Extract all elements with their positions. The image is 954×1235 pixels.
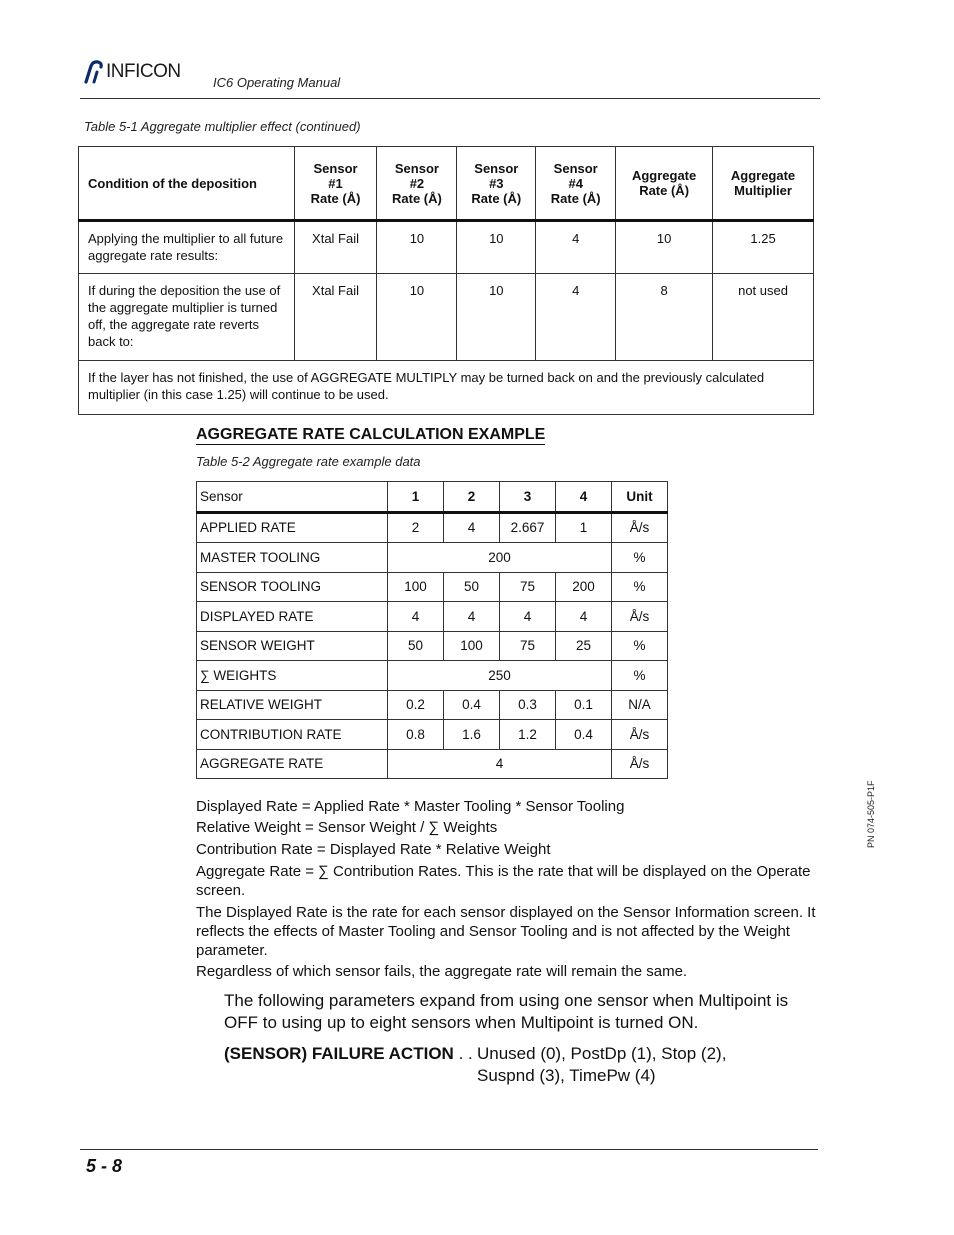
header-col-1: 1 <box>388 482 444 513</box>
cell-sensor-2: 10 <box>377 274 457 361</box>
table-row <box>197 749 668 779</box>
manual-title: IC6 Operating Manual <box>213 75 341 90</box>
header-sensor: Sensor <box>197 482 388 513</box>
header-sensor-3: Sensor #3 Rate (Å) <box>457 147 536 221</box>
table-row <box>197 572 668 602</box>
formula-aggregate-rate: Aggregate Rate = ∑ Contribution Rates. This is the rate that will be displayed on the Operate screen. <box>196 863 811 899</box>
row-label: AGGREGATE RATE <box>197 749 388 779</box>
formula-contribution-rate: Contribution Rate = Displayed Rate * Relative Weight <box>196 841 551 858</box>
table2-caption: Table 5-2 Aggregate rate example data <box>196 454 421 469</box>
cell-sensor-4: 4 <box>536 221 616 274</box>
cell-value: 4 <box>444 512 500 543</box>
cell-merged-value: 200 <box>388 543 612 573</box>
cell-value: 1.2 <box>500 720 556 750</box>
header-col-3: 3 <box>500 482 556 513</box>
cell-value: 0.4 <box>556 720 612 750</box>
table1-caption: Table 5-1 Aggregate multiplier effect (continued) <box>84 119 361 134</box>
cell-aggregate-multiplier: not used <box>713 274 814 361</box>
row-label: RELATIVE WEIGHT <box>197 690 388 720</box>
header-condition: Condition of the deposition <box>79 147 295 221</box>
cell-value: 2.667 <box>500 512 556 543</box>
cell-value: 0.4 <box>444 690 500 720</box>
parameter-intro: The following parameters expand from using one sensor when Multipoint is OFF to using up to eight sensors when Multipoint is turned ON. <box>224 991 789 1032</box>
cell-value: 1 <box>556 512 612 543</box>
parameter-name: (SENSOR) FAILURE ACTION <box>224 1044 454 1063</box>
cell-value: 1.6 <box>444 720 500 750</box>
cell-condition: Applying the multiplier to all future aggregate rate results: <box>79 221 295 274</box>
cell-value: 0.1 <box>556 690 612 720</box>
page-number: 5 - 8 <box>86 1156 123 1176</box>
table-row <box>197 602 668 632</box>
aggregate-multiplier-table <box>78 146 814 415</box>
cell-value: 4 <box>444 602 500 632</box>
cell-sensor-1: Xtal Fail <box>294 274 377 361</box>
table-row <box>79 221 814 274</box>
cell-sensor-3: 10 <box>457 221 536 274</box>
cell-value: 25 <box>556 631 612 661</box>
formula-displayed-rate: Displayed Rate = Applied Rate * Master Tooling * Sensor Tooling <box>196 798 625 815</box>
header-aggregate-rate: Aggregate Rate (Å) <box>616 147 713 221</box>
cell-value: 100 <box>388 572 444 602</box>
cell-value: 2 <box>388 512 444 543</box>
row-label: CONTRIBUTION RATE <box>197 720 388 750</box>
row-label: APPLIED RATE <box>197 512 388 543</box>
header-col-2: 2 <box>444 482 500 513</box>
cell-unit: N/A <box>612 690 668 720</box>
cell-merged-value: 250 <box>388 661 612 691</box>
cell-aggregate-rate: 8 <box>616 274 713 361</box>
table-note-row <box>79 361 814 415</box>
inficon-logo-mark-icon <box>82 60 104 84</box>
cell-value: 50 <box>444 572 500 602</box>
cell-sensor-3: 10 <box>457 274 536 361</box>
cell-aggregate-multiplier: 1.25 <box>713 221 814 274</box>
cell-aggregate-rate: 10 <box>616 221 713 274</box>
header-sensor-1: Sensor #1 Rate (Å) <box>294 147 377 221</box>
parameter-values-line-1: Unused (0), PostDp (1), Stop (2), <box>477 1044 727 1063</box>
table-row <box>197 631 668 661</box>
table-row <box>197 690 668 720</box>
cell-unit: % <box>612 572 668 602</box>
cell-unit: Å/s <box>612 720 668 750</box>
cell-merged-value: 4 <box>388 749 612 779</box>
cell-value: 4 <box>388 602 444 632</box>
row-label: ∑ WEIGHTS <box>197 661 388 691</box>
table-row <box>197 661 668 691</box>
table2-header-row <box>197 482 668 513</box>
paragraph-sensor-fails: Regardless of which sensor fails, the aggregate rate will remain the same. <box>196 963 688 980</box>
header-aggregate-multiplier: Aggregate Multiplier <box>713 147 814 221</box>
parameter-values <box>477 1043 726 1087</box>
header-col-4: 4 <box>556 482 612 513</box>
table1-header-row <box>79 147 814 221</box>
table-row <box>79 274 814 361</box>
row-label: DISPLAYED RATE <box>197 602 388 632</box>
aggregate-rate-example-table <box>196 481 668 779</box>
side-part-number: PN 074-505-P1F <box>866 780 876 848</box>
cell-unit: Å/s <box>612 749 668 779</box>
cell-unit: Å/s <box>612 602 668 632</box>
cell-unit: % <box>612 661 668 691</box>
header-unit: Unit <box>612 482 668 513</box>
parameter-entry <box>224 1043 473 1065</box>
cell-unit: % <box>612 543 668 573</box>
header-sensor-2: Sensor #2 Rate (Å) <box>377 147 457 221</box>
row-label: SENSOR WEIGHT <box>197 631 388 661</box>
cell-value: 0.2 <box>388 690 444 720</box>
cell-value: 0.8 <box>388 720 444 750</box>
cell-condition: If during the deposition the use of the aggregate multiplier is turned off, the aggregate rate reverts back to: <box>79 274 295 361</box>
cell-value: 75 <box>500 572 556 602</box>
cell-unit: % <box>612 631 668 661</box>
section-heading: AGGREGATE RATE CALCULATION EXAMPLE <box>196 426 546 443</box>
footer-divider <box>80 1149 818 1150</box>
cell-value: 75 <box>500 631 556 661</box>
header-sensor-4: Sensor #4 Rate (Å) <box>536 147 616 221</box>
cell-value: 100 <box>444 631 500 661</box>
formula-relative-weight: Relative Weight = Sensor Weight / ∑ Weights <box>196 819 498 836</box>
cell-value: 200 <box>556 572 612 602</box>
cell-value: 4 <box>500 602 556 632</box>
cell-sensor-4: 4 <box>536 274 616 361</box>
inficon-logo <box>82 60 181 84</box>
logo-text: INFICON <box>106 61 181 82</box>
table-note: If the layer has not finished, the use of AGGREGATE MULTIPLY may be turned back on and the previously calculated multiplier (in this case 1.25) will continue to be used. <box>79 361 814 415</box>
header-divider <box>80 98 820 99</box>
table-row <box>197 512 668 543</box>
cell-sensor-2: 10 <box>377 221 457 274</box>
row-label: SENSOR TOOLING <box>197 572 388 602</box>
table-row <box>197 720 668 750</box>
cell-value: 0.3 <box>500 690 556 720</box>
cell-unit: Å/s <box>612 512 668 543</box>
table-row <box>197 543 668 573</box>
cell-value: 4 <box>556 602 612 632</box>
cell-value: 50 <box>388 631 444 661</box>
row-label: MASTER TOOLING <box>197 543 388 573</box>
parameter-values-line-2: Suspnd (3), TimePw (4) <box>477 1066 656 1085</box>
parameter-leader-dots: . . <box>458 1044 473 1063</box>
paragraph-displayed-rate: The Displayed Rate is the rate for each sensor displayed on the Sensor Information screen. It reflects the effects of Master Tooling and Sensor Tooling and is not affected by the Weight parameter. <box>196 904 816 959</box>
cell-sensor-1: Xtal Fail <box>294 221 377 274</box>
